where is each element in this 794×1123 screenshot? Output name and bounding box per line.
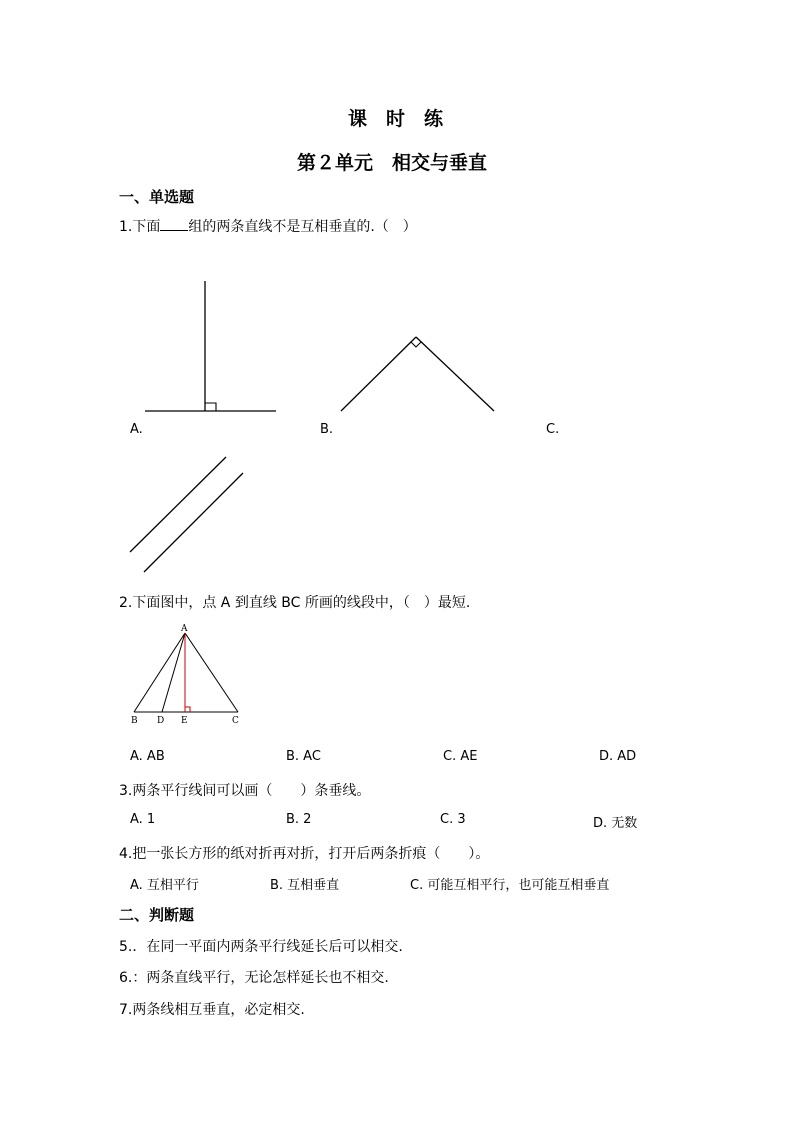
q2-label-b: B xyxy=(131,716,138,726)
q3-option-a[interactable]: A. 1 xyxy=(130,812,156,827)
section-heading-single-choice: 一、单选题 xyxy=(119,188,195,206)
q1-option-b[interactable]: B. xyxy=(320,422,334,437)
q2-option-c[interactable]: C. AE xyxy=(443,749,478,764)
q4-option-b[interactable]: B. 互相垂直 xyxy=(270,878,340,893)
q3-option-d[interactable]: D. 无数 xyxy=(593,816,638,831)
question-7: 7.两条线相互垂直，必定相交. xyxy=(119,1002,305,1018)
q2-option-d[interactable]: D. AD xyxy=(599,749,637,764)
q1-option-c[interactable]: C. xyxy=(546,422,560,437)
question-1-text-before: 1.下面 xyxy=(119,219,161,235)
unit-subtitle: 第２单元 相交与垂直 xyxy=(297,152,488,174)
q2-option-a[interactable]: A. AB xyxy=(130,749,165,764)
q4-option-c[interactable]: C. 可能互相平行，也可能互相垂直 xyxy=(410,878,610,893)
question-1-text-after: 组的两条直线不是互相垂直的.（ ） xyxy=(188,219,417,235)
q2-label-d: D xyxy=(157,716,165,726)
question-6: 6.：两条直线平行，无论怎样延长也不相交. xyxy=(119,970,389,986)
section-heading-true-false: 二、判断题 xyxy=(119,906,195,924)
question-3: 3.两条平行线间可以画（ ）条垂线。 xyxy=(119,783,371,799)
q1-option-a[interactable]: A. xyxy=(130,422,143,437)
question-4: 4.把一张长方形的纸对折再对折，打开后两条折痕（ ）。 xyxy=(119,846,490,862)
q3-option-b[interactable]: B. 2 xyxy=(286,812,312,827)
q2-option-b[interactable]: B. AC xyxy=(286,749,321,764)
question-5: 5.．在同一平面内两条平行线延长后可以相交. xyxy=(119,939,403,955)
q2-label-a: A xyxy=(181,624,188,634)
page-title: 课 时 练 xyxy=(348,108,444,130)
q2-label-e: E xyxy=(181,716,188,726)
q3-option-c[interactable]: C. 3 xyxy=(440,812,466,827)
question-2: 2.下面图中，点 A 到直线 BC 所画的线段中，（ ）最短. xyxy=(119,595,471,611)
q2-label-c: C xyxy=(232,716,239,726)
q4-option-a[interactable]: A. 互相平行 xyxy=(130,878,199,893)
